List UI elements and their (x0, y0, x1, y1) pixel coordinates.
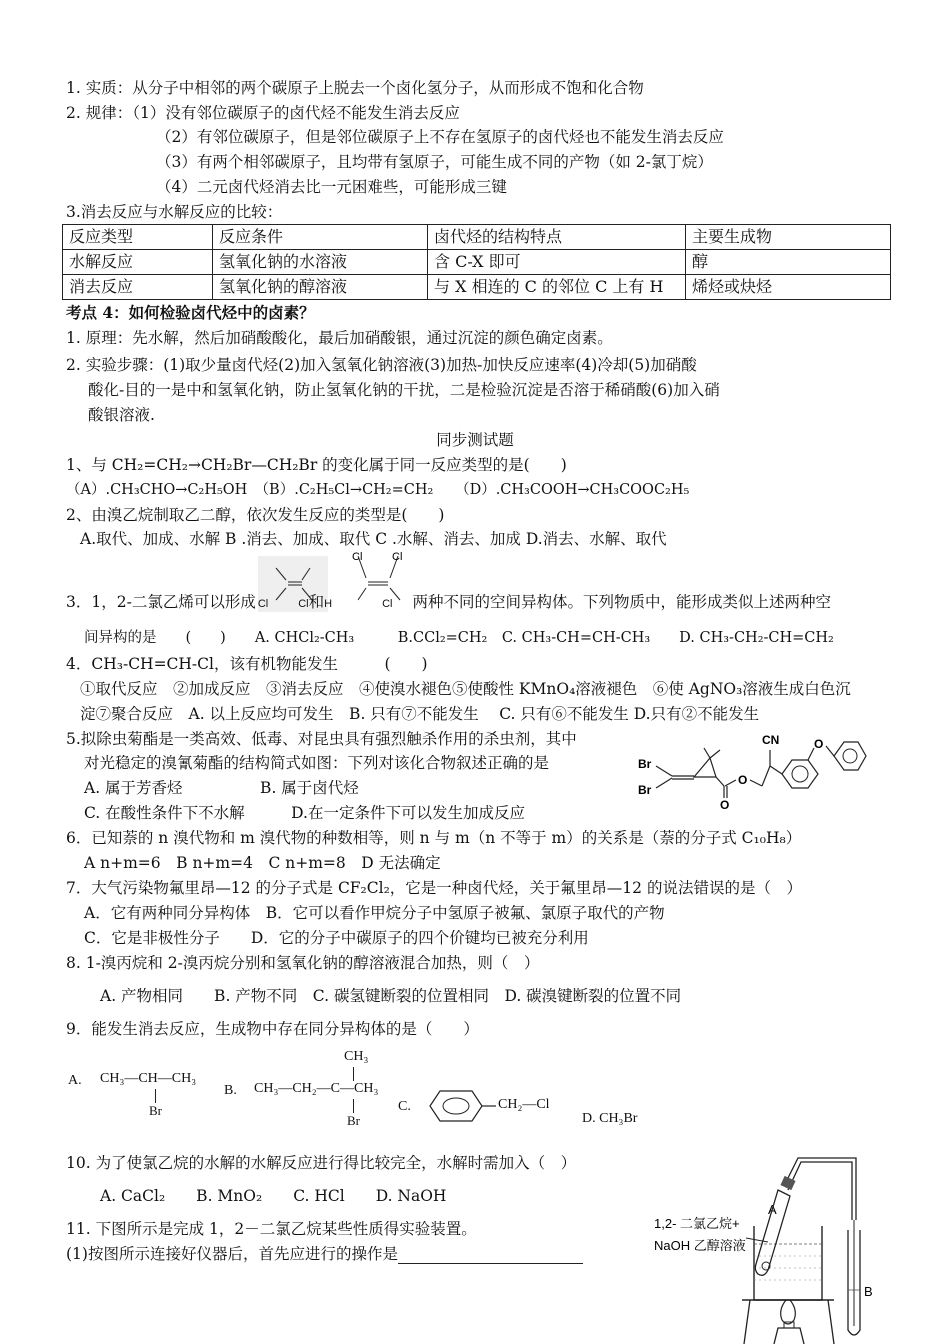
q10-line-1: 10. 为了使氯乙烷的水解的水解反应进行得比较完全，水解时需加入（ ） (66, 1154, 577, 1172)
atom-br-label: Br (638, 757, 652, 771)
atom-cl-label: Cl (382, 598, 393, 610)
note-line-2: 2. 规律：（1）没有邻位碳原子的卤代烃不能发生消去反应 (66, 104, 460, 122)
q4-line-3: 淀⑦聚合反应 A. 以上反应均可发生 B. 只有⑦不能发生 C. 只有⑥不能发生 D.只有②不能发生 (80, 705, 760, 723)
q4-stem: 4．CH₃-CH=CH-Cl，该有机物能发生 ( ) (66, 655, 428, 673)
bond-line (353, 1067, 354, 1081)
apparatus-label-2: NaOH 乙醇溶液 (654, 1238, 746, 1253)
q9-option-b-label: B. (224, 1083, 237, 1098)
atom-o-label: O (720, 798, 730, 810)
q9-option-d: D. CH₃Br (582, 1111, 638, 1126)
apparatus-label-b: B (864, 1284, 873, 1299)
atom-cl-label: Cl (392, 551, 403, 563)
table-row (63, 250, 891, 275)
q9-option-a-formula: CH₃—CH—CH₃ (100, 1071, 197, 1086)
atom-cl-label: Cl (298, 598, 309, 610)
table-cell: 醇 (686, 250, 891, 275)
note-line-6: 3.消去反应与水解反应的比较： (66, 203, 283, 221)
q6-line-2: A n+m=6 B n+m=4 C n+m=8 D 无法确定 (84, 854, 441, 872)
q8-line-2: A. 产物相同 B. 产物不同 C. 碳氢键断裂的位置相同 D. 碳溴键断裂的位置不同 (100, 987, 682, 1005)
bond-line (155, 1089, 156, 1103)
q10-line-2: A. CaCl₂ B. MnO₂ C. HCl D. NaOH (100, 1187, 447, 1205)
q11-line-1: 11. 下图所示是完成 1，2－二氯乙烷某些性质得实验装置。 (66, 1220, 477, 1238)
atom-br-label: Br (638, 783, 652, 797)
atom-o-label: O (814, 737, 824, 751)
q9-option-b-formula: CH₃—CH₂—C—CH₃ (254, 1081, 379, 1096)
answer-blank[interactable] (398, 1247, 583, 1264)
table-header-cell: 反应类型 (63, 225, 213, 250)
deltamethrin-structure (632, 728, 872, 810)
table-cell: 氢氧化钠的醇溶液 (213, 275, 428, 300)
q3-stem-pre: 3．1，2-二氯乙烯可以形成 (66, 593, 256, 611)
q9-option-b-top: CH₃ (344, 1049, 369, 1064)
atom-cl-label: Cl (352, 551, 363, 563)
keypoint-line-2: 2. 实验步骤：(1)取少量卤代烃(2)加入氢氧化钠溶液(3)加热-加快反应速率(4)冷却(5)加硝酸 (66, 356, 697, 374)
q9-option-a-br: Br (149, 1103, 162, 1118)
apparatus-label-1: 1,2- 二氯乙烷+ (654, 1216, 740, 1231)
table-cell: 含 C-X 即可 (428, 250, 686, 275)
q5-line-2: 对光稳定的溴氰菊酯的结构简式如图：下列对该化合物叙述正确的是 (84, 754, 550, 772)
section-heading: 同步测试题 (436, 431, 514, 449)
q1-stem: 1、与 CH₂=CH₂→CH₂Br—CH₂Br 的变化属于同一反应类型的是( ) (66, 456, 567, 474)
table-header-cell: 卤代烃的结构特点 (428, 225, 686, 250)
q7-line-2: A．它有两种同分异构体 B．它可以看作甲烷分子中氢原子被氟、氯原子取代的产物 (84, 904, 665, 922)
bond-line (353, 1099, 354, 1113)
q9-option-b-br: Br (347, 1113, 360, 1128)
atom-o-label: O (738, 773, 748, 787)
table-cell: 水解反应 (63, 250, 213, 275)
note-line-4: （3）有两个相邻碳原子，且均带有氢原子，可能生成不同的产物（如 2-氯丁烷） (156, 153, 713, 171)
q3-stem-mid: 和 (308, 593, 325, 611)
q3-options: 间异构的是 ( ) A. CHCl₂-CH₃ B.CCl₂=CH₂ C. CH₃-CH=CH-CH₃ D. CH₃-CH₂-CH=CH₂ (84, 630, 834, 646)
table-header-row (63, 225, 891, 250)
q9-option-c-label: C. (398, 1099, 411, 1114)
q9-options-figure (64, 1045, 704, 1135)
q5-line-1: 5.拟除虫菊酯是一类高效、低毒、对昆虫具有强烈触杀作用的杀虫剂，其中 (66, 730, 577, 748)
keypoint-line-3: 酸化-目的一是中和氢氧化钠，防止氢氧化钠的干扰，二是检验沉淀是否溶于稀硝酸(6)加入硝 (88, 381, 720, 399)
table-cell: 与 X 相连的 C 的邻位 C 上有 H (428, 275, 686, 300)
q5-line-4: C. 在酸性条件下不水解 D.在一定条件下可以发生加成反应 (84, 804, 525, 822)
table-header-cell: 主要生成物 (686, 225, 891, 250)
table-cell: 烯烃或炔烃 (686, 275, 891, 300)
note-line-3: （2）有邻位碳原子，但是邻位碳原子上不存在氢原子的卤代烃也不能发生消去反应 (156, 128, 724, 146)
table-cell: 消去反应 (63, 275, 213, 300)
q11-question-text: (1)按图所示连接好仪器后，首先应进行的操作是 (66, 1245, 398, 1263)
apparatus-label-a: A (768, 1202, 777, 1217)
q9-option-c-formula: CH₂—Cl (498, 1097, 550, 1112)
note-line-5: （4）二元卤代烃消去比一元困难些，可能形成三键 (156, 178, 507, 196)
atom-cl-label: Cl (257, 598, 269, 610)
table-cell: 氢氧化钠的水溶液 (213, 250, 428, 275)
keypoint-line-4: 酸银溶液. (88, 406, 155, 424)
q7-line-1: 7．大气污染物氟里昂—12 的分子式是 CF₂Cl₂，它是一种卤代烃，关于氟里昂—12 的说法错误的是（ ） (66, 879, 802, 897)
q7-line-3: C．它是非极性分子 D．它的分子中碳原子的四个价键均已被充分利用 (84, 929, 589, 947)
table-header-cell: 反应条件 (213, 225, 428, 250)
q9-option-a-label: A. (68, 1073, 82, 1088)
table-row (63, 275, 891, 300)
keypoint-title: 考点 4：如何检验卤代烃中的卤素？ (66, 303, 315, 322)
q2-options: A.取代、加成、水解 B .消去、加成、取代 C .水解、消去、加成 D.消去、水解、取代 (80, 530, 667, 548)
atom-h-label: H (324, 598, 333, 610)
q11-line-2 (66, 1244, 583, 1264)
keypoint-line-1: 1. 原理：先水解，然后加硝酸酸化，最后加硝酸银，通过沉淀的颜色确定卤素。 (66, 329, 613, 347)
atom-cn-label: CN (762, 733, 780, 747)
q6-line-1: 6．已知萘的 n 溴代物和 m 溴代物的种数相等，则 n 与 m（n 不等于 m）的关系是（萘的分子式 C₁₀H₈） (66, 829, 802, 847)
q8-line-1: 8. 1-溴丙烷和 2-溴丙烷分别和氢氧化钠的醇溶液混合加热，则（ ） (66, 954, 540, 972)
apparatus-figure (650, 1150, 890, 1344)
note-line-1: 1. 实质：从分子中相邻的两个碳原子上脱去一个卤化氢分子，从而形成不饱和化合物 (66, 79, 644, 97)
q3-stem-line1 (66, 592, 831, 614)
benzene-ring (426, 1089, 496, 1123)
q9-stem: 9．能发生消去反应，生成物中存在同分异构体的是（ ） (66, 1020, 479, 1038)
q3-stem-post: 两种不同的空间异构体。下列物质中，能形成类似上述两种空 (412, 593, 831, 611)
q5-line-3: A. 属于芳香烃 B. 属于卤代烃 (84, 779, 359, 797)
q1-options: （A）.CH₃CHO→C₂H₅OH （B）.C₂H₅Cl→CH₂=CH₂ （D）.CH₃COOH→CH₃COOC₂H₅ (66, 482, 690, 498)
comparison-table (62, 224, 891, 300)
q2-stem: 2、由溴乙烷制取乙二醇，依次发生反应的类型是( ) (66, 506, 445, 524)
q4-line-2: ①取代反应 ②加成反应 ③消去反应 ④使溴水褪色⑤使酸性 KMnO₄溶液褪色 ⑥使 AgNO₃溶液生成白色沉 (80, 680, 851, 698)
